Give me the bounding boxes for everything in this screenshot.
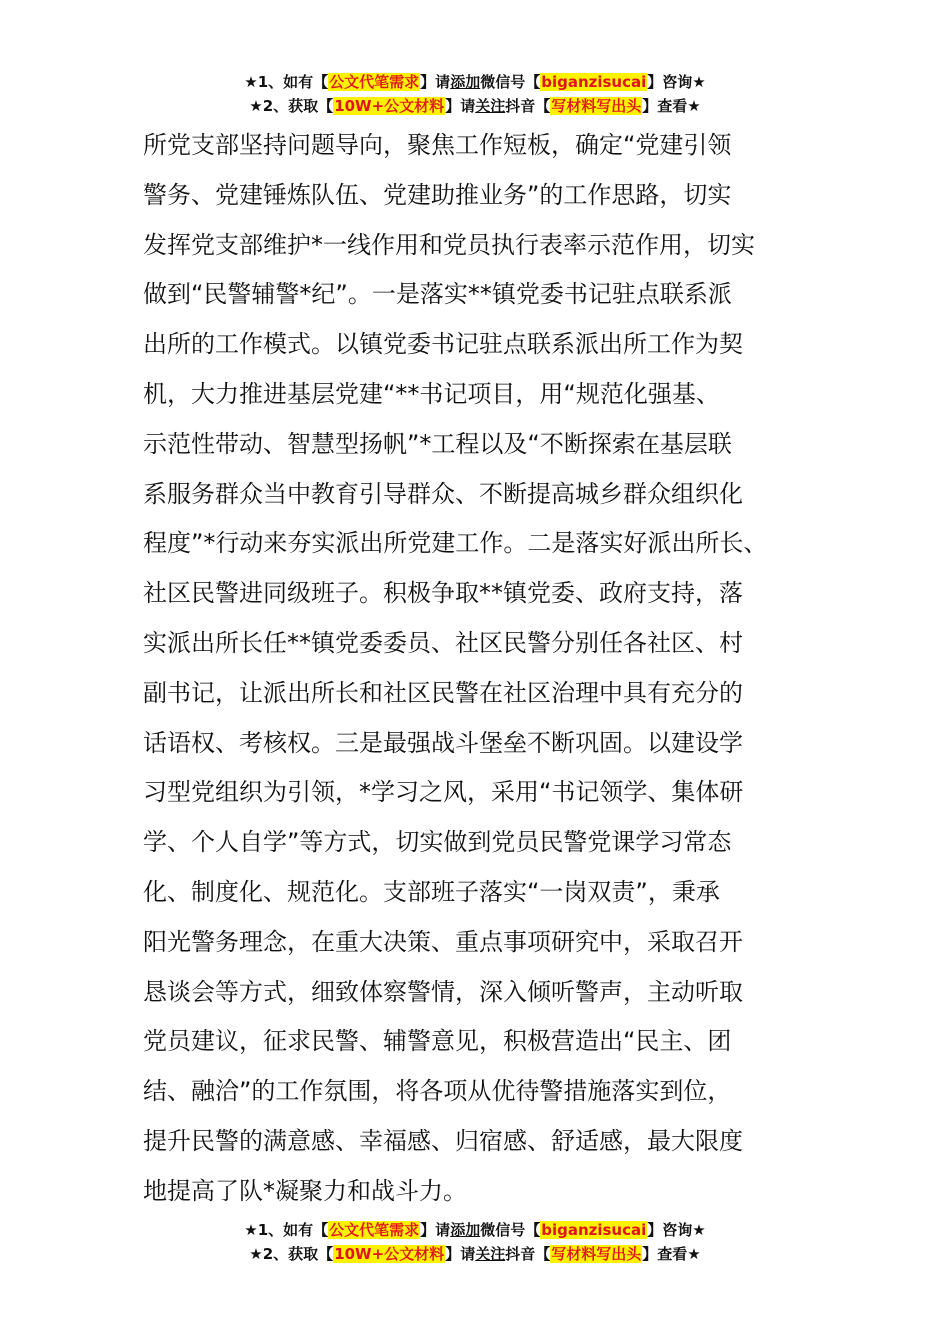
body-line: 学、个人自学”等方式，切实做到党员民警党课学习常态 — [143, 828, 732, 857]
header-line-1 — [0, 70, 950, 94]
header-line-2-prefix: ★2、获取【 — [249, 97, 334, 115]
header-line-2-emphasis: 关注 — [475, 97, 506, 115]
body-line: 话语权、考核权。三是最强战斗堡垒不断巩固。以建设学 — [143, 728, 743, 757]
footer-line-1-highlight-service: 公文代笔需求 — [329, 1221, 420, 1239]
header-line-1-emphasis: 添加 — [450, 73, 481, 91]
footer-line-2-prefix: ★2、获取【 — [249, 1245, 334, 1263]
footer-line-2-emphasis: 关注 — [475, 1245, 506, 1263]
header-line-1-prefix: ★1、如有【 — [244, 73, 329, 91]
body-line: 发挥党支部维护*一线作用和党员执行表率示范作用，切实 — [143, 230, 755, 259]
body-line: 地提高了队*凝聚力和战斗力。 — [143, 1176, 467, 1205]
body-line: 提升民警的满意感、幸福感、归宿感、舒适感，最大限度 — [143, 1126, 743, 1155]
body-line: 程度”*行动来夯实派出所党建工作。二是落实好派出所长、 — [143, 529, 768, 558]
body-line: 系服务群众当中教育引导群众、不断提高城乡群众组织化 — [143, 479, 743, 508]
body-line: 出所的工作模式。以镇党委书记驻点联系派出所工作为契 — [143, 330, 743, 359]
footer-line-1 — [0, 1218, 950, 1242]
header-line-1-suffix: 】咨询★ — [647, 73, 706, 91]
header-line-2 — [0, 94, 950, 118]
body-line: 副书记，让派出所长和社区民警在社区治理中具有充分的 — [143, 678, 743, 707]
body-line: 结、融洽”的工作氛围，将各项从优待警措施落实到位， — [143, 1077, 732, 1106]
footer-line-1-suffix: 】咨询★ — [647, 1221, 706, 1239]
footer-line-2-highlight-materials: 10W+公文材料 — [334, 1245, 445, 1263]
footer-line-1-prefix: ★1、如有【 — [244, 1221, 329, 1239]
header-line-2-suffix: 】查看★ — [642, 97, 701, 115]
document-body — [143, 121, 807, 1217]
header-line-2-highlight-materials: 10W+公文材料 — [334, 97, 445, 115]
header-line-2-highlight-douyin: 写材料写出头 — [551, 97, 642, 115]
footer-line-2-mid2: 抖音【 — [505, 1245, 551, 1263]
header-line-1-mid2: 微信号【 — [480, 73, 541, 91]
body-line: 示范性带动、智慧型扬帆”*工程以及“不断探索在基层联 — [143, 429, 732, 458]
header-line-1-highlight-service: 公文代笔需求 — [329, 73, 420, 91]
body-line: 化、制度化、规范化。支部班子落实“一岗双责”，秉承 — [143, 877, 720, 906]
footer-line-1-highlight-wechat: biganzisucai — [541, 1221, 647, 1239]
footer-line-1-emphasis: 添加 — [450, 1221, 481, 1239]
footer-banner — [0, 1218, 950, 1266]
body-line: 阳光警务理念，在重大决策、重点事项研究中，采取召开 — [143, 927, 743, 956]
body-line: 实派出所长任**镇党委委员、社区民警分别任各社区、村 — [143, 628, 743, 657]
footer-line-2-highlight-douyin: 写材料写出头 — [551, 1245, 642, 1263]
body-line: 社区民警进同级班子。积极争取**镇党委、政府支持，落 — [143, 579, 743, 608]
body-line: 恳谈会等方式，细致体察警情，深入倾听警声，主动听取 — [143, 977, 743, 1006]
header-line-1-highlight-wechat: biganzisucai — [541, 73, 647, 91]
body-line: 做到“民警辅警*纪”。一是落实**镇党委书记驻点联系派 — [143, 280, 732, 309]
body-line: 党员建议，征求民警、辅警意见，积极营造出“民主、团 — [143, 1027, 732, 1056]
body-line: 机，大力推进基层党建“**书记项目，用“规范化强基、 — [143, 379, 720, 408]
footer-line-2-suffix: 】查看★ — [642, 1245, 701, 1263]
body-line: 警务、党建锤炼队伍、党建助推业务”的工作思路，切实 — [143, 180, 732, 209]
body-line: 习型党组织为引领，*学习之风，采用“书记领学、集体研 — [143, 778, 744, 807]
footer-line-2 — [0, 1242, 950, 1266]
footer-line-2-mid: 】请 — [445, 1245, 476, 1263]
header-banner — [0, 70, 950, 118]
header-line-2-mid2: 抖音【 — [505, 97, 551, 115]
footer-line-1-mid: 】请 — [420, 1221, 451, 1239]
header-line-1-mid: 】请 — [420, 73, 451, 91]
footer-line-1-mid2: 微信号【 — [480, 1221, 541, 1239]
body-line: 所党支部坚持问题导向，聚焦工作短板，确定“党建引领 — [143, 131, 732, 159]
header-line-2-mid: 】请 — [445, 97, 476, 115]
